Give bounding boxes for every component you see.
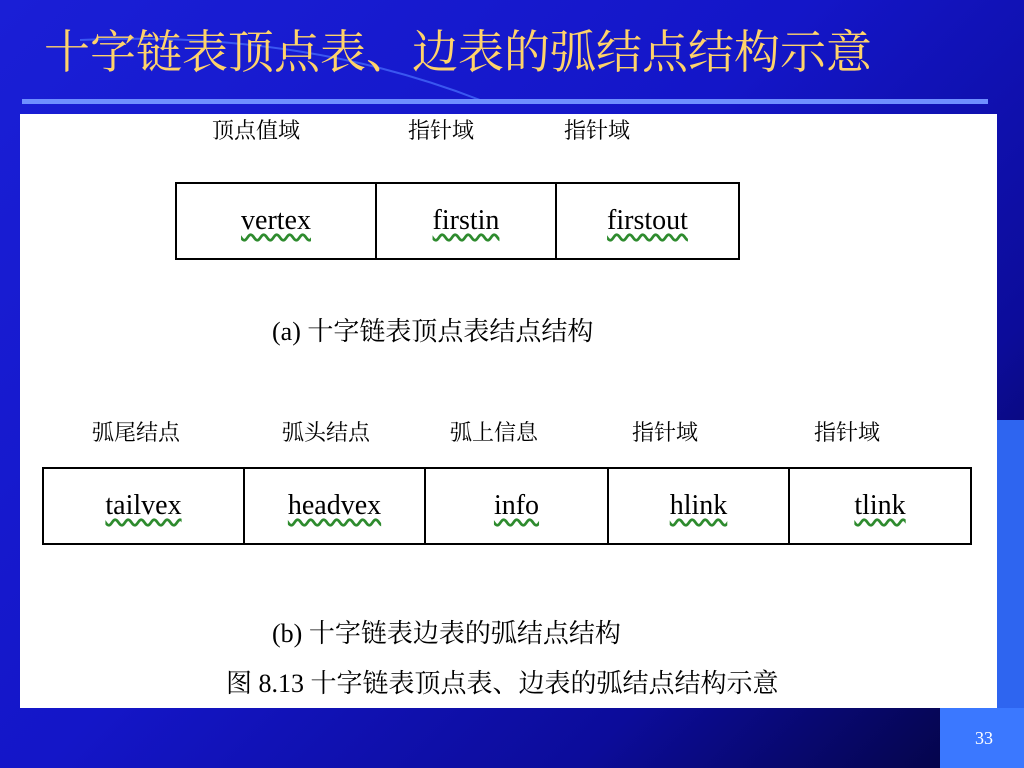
figure-panel [20,114,997,708]
cell-hlink: hlink [607,467,790,545]
header-tail-node: 弧尾结点 [92,421,181,446]
header-arc-info: 弧上信息 [450,421,539,446]
cell-headvex: headvex [243,467,426,545]
header-vertex-value-field: 顶点值域 [212,119,301,144]
title-underline [22,99,988,104]
header-head-node: 弧头结点 [282,421,371,446]
cell-info: info [424,467,609,545]
caption-a: (a) 十字链表顶点表结点结构 [272,317,594,346]
cell-vertex: vertex [175,182,377,260]
figure-caption: 图 8.13 十字链表顶点表、边表的弧结点结构示意 [226,669,779,698]
cell-tlink: tlink [788,467,972,545]
cell-tailvex: tailvex [42,467,245,545]
page-number: 33 [975,728,993,748]
header-pointer-field-firstout: 指针域 [564,119,631,144]
caption-b: (b) 十字链表边表的弧结点结构 [272,619,621,648]
cell-firstout: firstout [555,182,740,260]
slide-title: 十字链表顶点表、边表的弧结点结构示意 [44,27,872,78]
header-pointer-field-firstin: 指针域 [408,119,475,144]
header-pointer-field-hlink: 指针域 [632,421,699,446]
cell-firstin: firstin [375,182,557,260]
header-pointer-field-tlink: 指针域 [814,421,881,446]
